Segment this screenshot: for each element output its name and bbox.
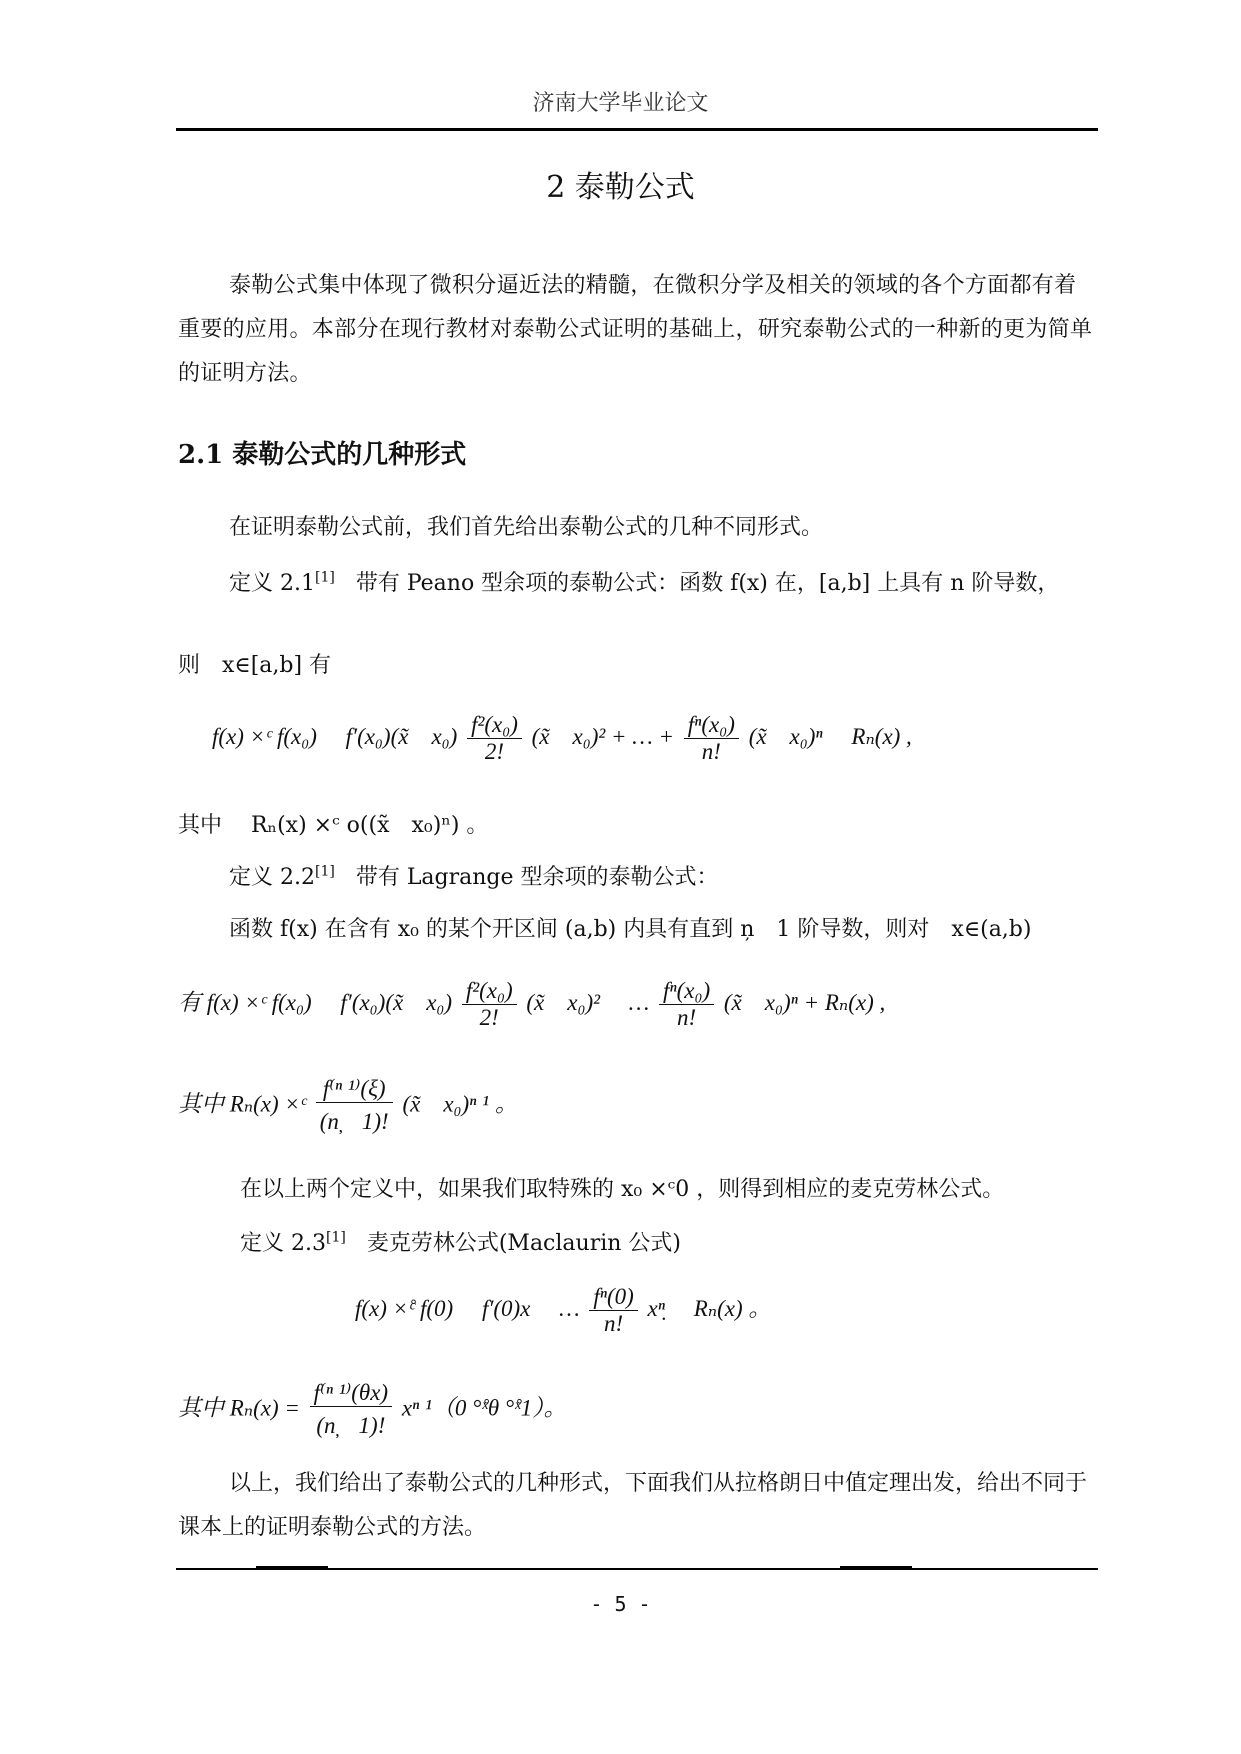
formula-term: (x̃ x₀)² …: [526, 989, 650, 1015]
section-heading: 2.1 泰勒公式的几种形式: [178, 440, 467, 470]
fraction-denominator: n!: [603, 1311, 624, 1336]
formula-term: f(x) ×̊ᶜ f(0) f′(0)x …: [355, 1295, 580, 1321]
definition-2-3: [240, 1226, 681, 1257]
fraction: [684, 712, 739, 765]
fraction-numerator: fⁿ(0): [589, 1284, 637, 1311]
lagrange-formula: [178, 978, 885, 1031]
running-header: 济南大学毕业论文: [532, 91, 709, 116]
fraction-denominator: n!: [701, 739, 721, 764]
fraction-denominator: n!: [676, 1005, 697, 1030]
fraction-denominator: 2!: [479, 1005, 499, 1030]
header-rule: [176, 128, 1098, 131]
fraction-numerator: fⁿ(x₀): [684, 712, 739, 739]
formula-term: (x̃ x₀)² + … +: [531, 723, 675, 749]
definition-text: 带有 Lagrange 型余项的泰勒公式：: [355, 865, 719, 890]
maclaurin-bridge: 在以上两个定义中，如果我们取特殊的 x₀ ×ᶜ0 ，则得到相应的麦克劳林公式。: [240, 1177, 1005, 1202]
formula-term: (x̃ x₀)ⁿ Rₙ(x) ,: [748, 723, 912, 749]
lead-paragraph: 在证明泰勒公式前，我们首先给出泰勒公式的几种不同形式。: [229, 515, 824, 540]
definition-text: 带有 Peano 型余项的泰勒公式：函数 f(x) 在，[a,b] 上具有 n 阶导数，: [355, 571, 1060, 596]
conclusion-paragraph: 以上，我们给出了泰勒公式的几种形式，下面我们从拉格朗日中值定理出发，给出不同于课本上的证明泰勒公式的方法。: [178, 1471, 1088, 1540]
formula-term: 其中 Rₙ(x) ×ᶜ: [178, 1091, 306, 1117]
definition-label: 定义 2.1: [229, 571, 315, 596]
fraction: [467, 712, 522, 765]
fraction-numerator: f⁽ⁿ ¹⁾(θx): [310, 1380, 392, 1407]
fraction: [316, 1076, 393, 1136]
definition-2-1-condition: 则 x∈[a,b] 有: [178, 653, 332, 678]
maclaurin-remainder: [178, 1380, 567, 1440]
citation-ref: [1]: [314, 863, 335, 880]
fraction-denominator: (n̦ 1)!: [319, 1109, 389, 1134]
definition-2-2-condition: 函数 f(x) 在含有 x₀ 的某个开区间 (a,b) 内具有直到 n̦ 1 阶导数，则对 x∈(a,b): [229, 917, 1032, 942]
footer-rule-accent: [256, 1566, 328, 1570]
fraction-numerator: f²(x₀): [462, 978, 517, 1005]
definition-text: 麦克劳林公式(Maclaurin 公式): [366, 1231, 681, 1256]
citation-ref: [1]: [314, 569, 335, 586]
formula-term: f(x) ×ᶜ f(x₀) f′(x₀)(x̃ x₀): [212, 723, 458, 749]
fraction-denominator: 2!: [484, 739, 505, 764]
definition-label: 定义 2.2: [229, 865, 315, 890]
citation-ref: [1]: [325, 1229, 346, 1246]
maclaurin-formula: [355, 1284, 771, 1337]
chapter-title: 2 泰勒公式: [546, 170, 695, 205]
fraction: [589, 1284, 637, 1337]
fraction: [310, 1380, 392, 1440]
fraction-numerator: f⁽ⁿ ¹⁾(ξ): [316, 1076, 393, 1103]
page-number: - 5 -: [590, 1592, 651, 1616]
fraction-denominator: (n̦ 1)!: [316, 1413, 386, 1438]
footer-rule-accent: [840, 1566, 912, 1570]
formula-term: 其中 Rₙ(x) =: [178, 1395, 300, 1421]
intro-paragraph: 泰勒公式集中体现了微积分逼近法的精髓，在微积分学及相关的领域的各个方面都有着重要的应用。本部分在现行教材对泰勒公式证明的基础上，研究泰勒公式的一种新的更为简单的证明方法。: [178, 273, 1093, 386]
fraction-numerator: fⁿ(x₀): [659, 978, 714, 1005]
fraction: [462, 978, 517, 1031]
fraction-numerator: f²(x₀): [467, 712, 522, 739]
formula-term: xⁿ̣ Rₙ(x) 。: [647, 1295, 772, 1321]
lagrange-remainder: [178, 1076, 518, 1136]
peano-formula: [212, 712, 912, 765]
formula-term: (x̃ x₀)ⁿ + Rₙ(x) ,: [723, 989, 886, 1015]
fraction: [659, 978, 714, 1031]
formula-term: (x̃ x₀)ⁿ ¹ 。: [402, 1091, 518, 1117]
formula-term: xⁿ ¹（0 °̊ˣθ °̊ˣ1）。: [401, 1395, 567, 1421]
definition-2-1: [229, 566, 1059, 597]
definition-label: 定义 2.3: [240, 1231, 326, 1256]
definition-2-2: [229, 860, 719, 891]
peano-remainder: 其中 Rₙ(x) ×ᶜ o((x̃ x₀)ⁿ) 。: [178, 813, 489, 838]
formula-term: 有 f(x) ×ᶜ f(x₀) f′(x₀)(x̃ x₀): [178, 989, 453, 1015]
